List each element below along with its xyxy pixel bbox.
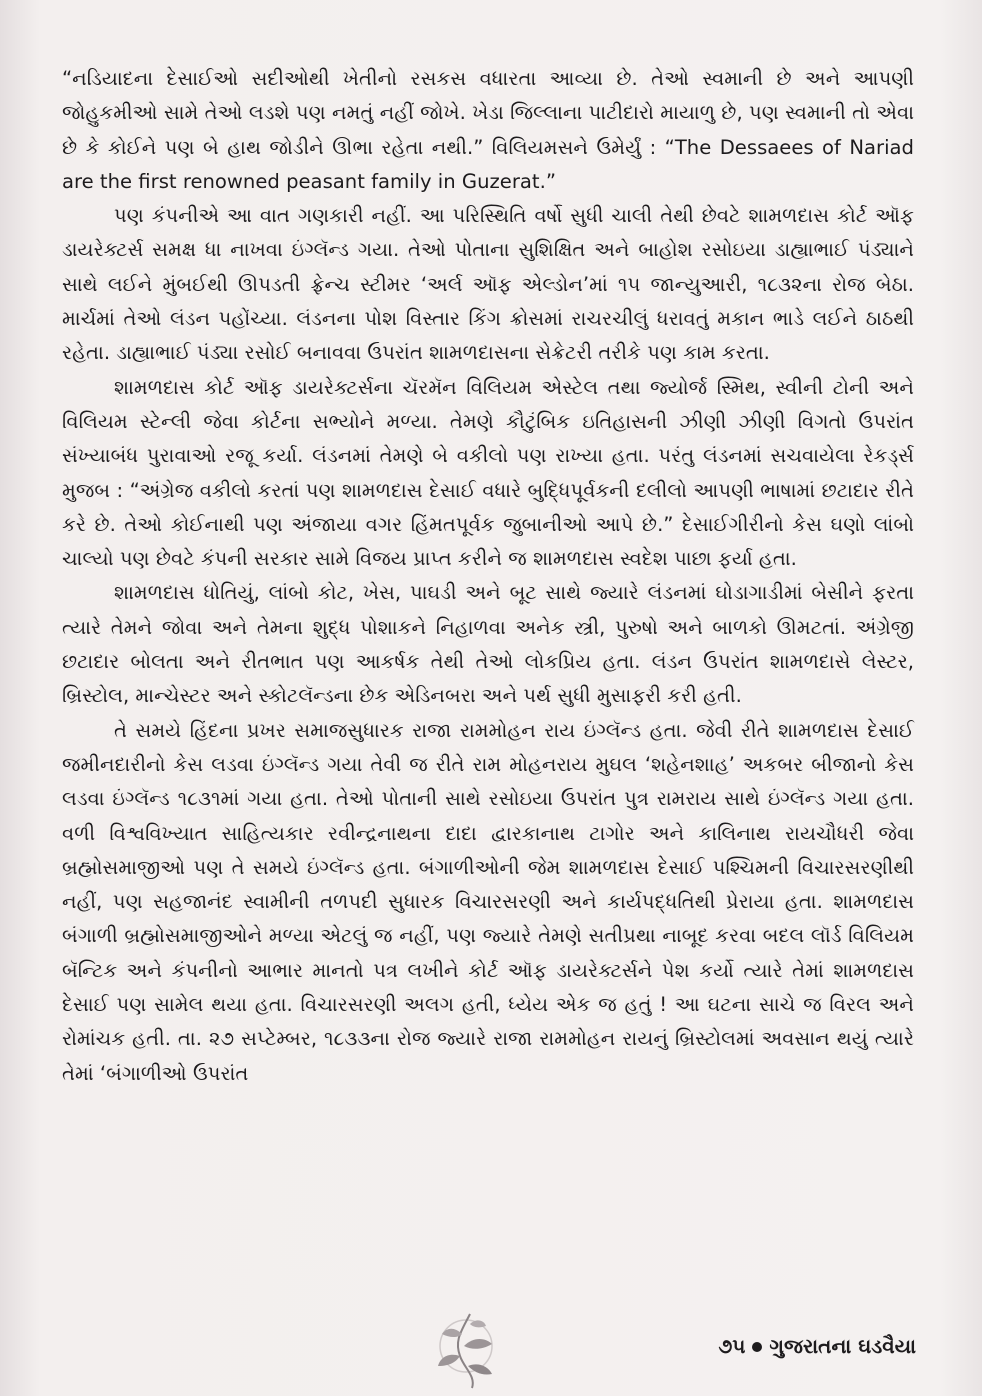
body-text bbox=[62, 62, 914, 1091]
page-footer bbox=[718, 1334, 916, 1358]
paragraph-london-life: શામળદાસ ધોતિયું, લાંબો કોટ, ખેસ, પાઘડી અને બૂટ સાથે જ્યારે લંડનમાં ઘોડાગાડીમાં બેસીને ફરતા ત્યારે તેમને જોવા અને તેમના શુદ્ધ પોશાકને નિહાળવા અનેક સ્ત્રી, પુરુષો અને બાળકો ઊમટતાં. અંગ્રેજી છટાદાર બોલતા અને રીતભાત પણ આકર્ષક તેથી તેઓ લોકપ્રિય હતા. લંડન ઉપરાંત શામળદાસે લેસ્ટર, બ્રિસ્ટોલ, માન્ચેસ્ટર અને સ્કોટલૅન્ડના છેક એડિનબરા અને પર્થ સુધી મુસાફરી કરી હતી. bbox=[62, 581, 914, 708]
book-title: ગુજરાતના ઘડવૈયા bbox=[769, 1334, 916, 1358]
paragraph-quote: “નડિયાદના દેસાઈઓ સદીઓથી ખેતીનો રસકસ વધારતા આવ્યા છે. તેઓ સ્વમાની છે અને આપણી જોહુકમીઓ સામે તેઓ લડશે પણ નમતું નહીં જોખે. ખેડા જિલ્લાના પાટીદારો માયાળુ છે, પણ સ્વમાની તો એવા છે કે કોઈને પણ બે હાથ જોડીને ઊભા રહેતા નથી.” વિલિયમસને ઉમેર્યું : “The Dessaees of Nariad are the first renowned peasant family in Guzerat.” bbox=[62, 67, 914, 193]
page-number: ૭૫ bbox=[718, 1334, 746, 1358]
paragraph-court: શામળદાસ કોર્ટ ઑફ ડાયરેક્ટર્સના ચૅરમૅન વિલિયમ એસ્ટેલ તથા જ્યોર્જ સ્મિથ, સ્વીની ટોની અને વિલિયમ સ્ટેન્લી જેવા કોર્ટના સભ્યોને મળ્યા. તેમણે કૌટુંબિક ઇતિહાસની ઝીણી ઝીણી વિગતો ઉપરાંત સંખ્યાબંધ પુરાવાઓ રજૂ કર્યા. લંડનમાં તેમણે બે વકીલો પણ રાખ્યા હતા. પરંતુ લંડનમાં સચવાયેલા રેકર્ડ્સ મુજબ : “અંગ્રેજ વકીલો કરતાં પણ શામળદાસ દેસાઈ વધારે બુદ્ધિપૂર્વકની દલીલો આપણી ભાષામાં છટાદાર રીતે કરે છે. તેઓ કોઈનાથી પણ અંજાયા વગર હિંમતપૂર્વક જુબાનીઓ આપે છે.” દેસાઈગીરીનો કેસ ઘણો લાંબો ચાલ્યો પણ છેવટે કંપની સરકાર સામે વિજય પ્રાપ્ત કરીને જ શામળદાસ સ્વદેશ પાછા ફર્યા હતા. bbox=[62, 375, 914, 571]
paragraph-journey: પણ કંપનીએ આ વાત ગણકારી નહીં. આ પરિસ્થિતિ વર્ષો સુધી ચાલી તેથી છેવટે શામળદાસ કોર્ટ ઑફ ડાયરેક્ટર્સ સમક્ષ ધા નાખવા ઇંગ્લૅન્ડ ગયા. તેઓ પોતાના સુશિક્ષિત અને બાહોશ રસોઇયા ડાહ્યાભાઈ પંડ્યાને સાથે લઈને મુંબઈથી ઊપડતી ફ્રેન્ચ સ્ટીમર ‘અર્લ ઑફ એલ્ડોન’માં ૧૫ જાન્યુઆરી, ૧૮૩૨ના રોજ બેઠા. માર્ચમાં તેઓ લંડન પહોંચ્યા. લંડનના પોશ વિસ્તાર કિંગ ક્રોસમાં રાચરચીલું ધરાવતું મકાન ભાડે લઈને ઠાઠથી રહેતા. ડાહ્યાભાઈ પંડ્યા રસોઈ બનાવવા ઉપરાંત શામળદાસના સેક્રેટરી તરીકે પણ કામ કરતા. bbox=[62, 204, 914, 365]
bullet-icon bbox=[752, 1342, 762, 1352]
flower-emblem-icon bbox=[432, 1306, 512, 1392]
paragraph-rammohan: તે સમયે હિંદના પ્રખર સમાજસુધારક રાજા રામમોહન રાય ઇંગ્લૅન્ડ હતા. જેવી રીતે શામળદાસ દેસાઈ જમીનદારીનો કેસ લડવા ઇંગ્લૅન્ડ ગયા તેવી જ રીતે રામ મોહનરાય મુઘલ ‘શહેનશાહ’ અકબર બીજાનો કેસ લડવા ઇંગ્લૅન્ડ ૧૮૩૧માં ગયા હતા. તેઓ પોતાની સાથે રસોઇયા ઉપરાંત પુત્ર રામરાય સાથે ઇંગ્લૅન્ડ ગયા હતા. વળી વિશ્વવિખ્યાત સાહિત્યકાર રવીન્દ્રનાથના દાદા દ્વારકાનાથ ટાગોર અને કાલિનાથ રાયચૌધરી જેવા બ્રહ્મોસમાજીઓ પણ તે સમયે ઇંગ્લૅન્ડ હતા. બંગાળીઓની જેમ શામળદાસ દેસાઈ પશ્ચિમની વિચારસરણીથી નહીં, પણ સહજાનંદ સ્વામીની તળપદી સુધારક વિચારસરણી અને કાર્યપદ્ધતિથી પ્રેરાયા હતા. શામળદાસ બંગાળી બ્રહ્મોસમાજીઓને મળ્યા એટલું જ નહીં, પણ જ્યારે તેમણે સતીપ્રથા નાબૂદ કરવા બદલ લૉર્ડ વિલિયમ બૅન્ટિક અને કંપનીનો આભાર માનતો પત્ર લખીને કોર્ટ ઑફ ડાયરેક્ટર્સને પેશ કર્યો ત્યારે તેમાં શામળદાસ દેસાઈ પણ સામેલ થયા હતા. વિચારસરણી અલગ હતી, ધ્યેય એક જ હતું ! આ ઘટના સાચે જ વિરલ અને રોમાંચક હતી. તા. ૨૭ સપ્ટેમ્બર, ૧૮૩૩ના રોજ જ્યારે રાજા રામમોહન રાયનું બ્રિસ્ટોલમાં અવસાન થયું ત્યારે તેમાં ‘બંગાળીઓ ઉપરાંત bbox=[62, 718, 914, 1085]
